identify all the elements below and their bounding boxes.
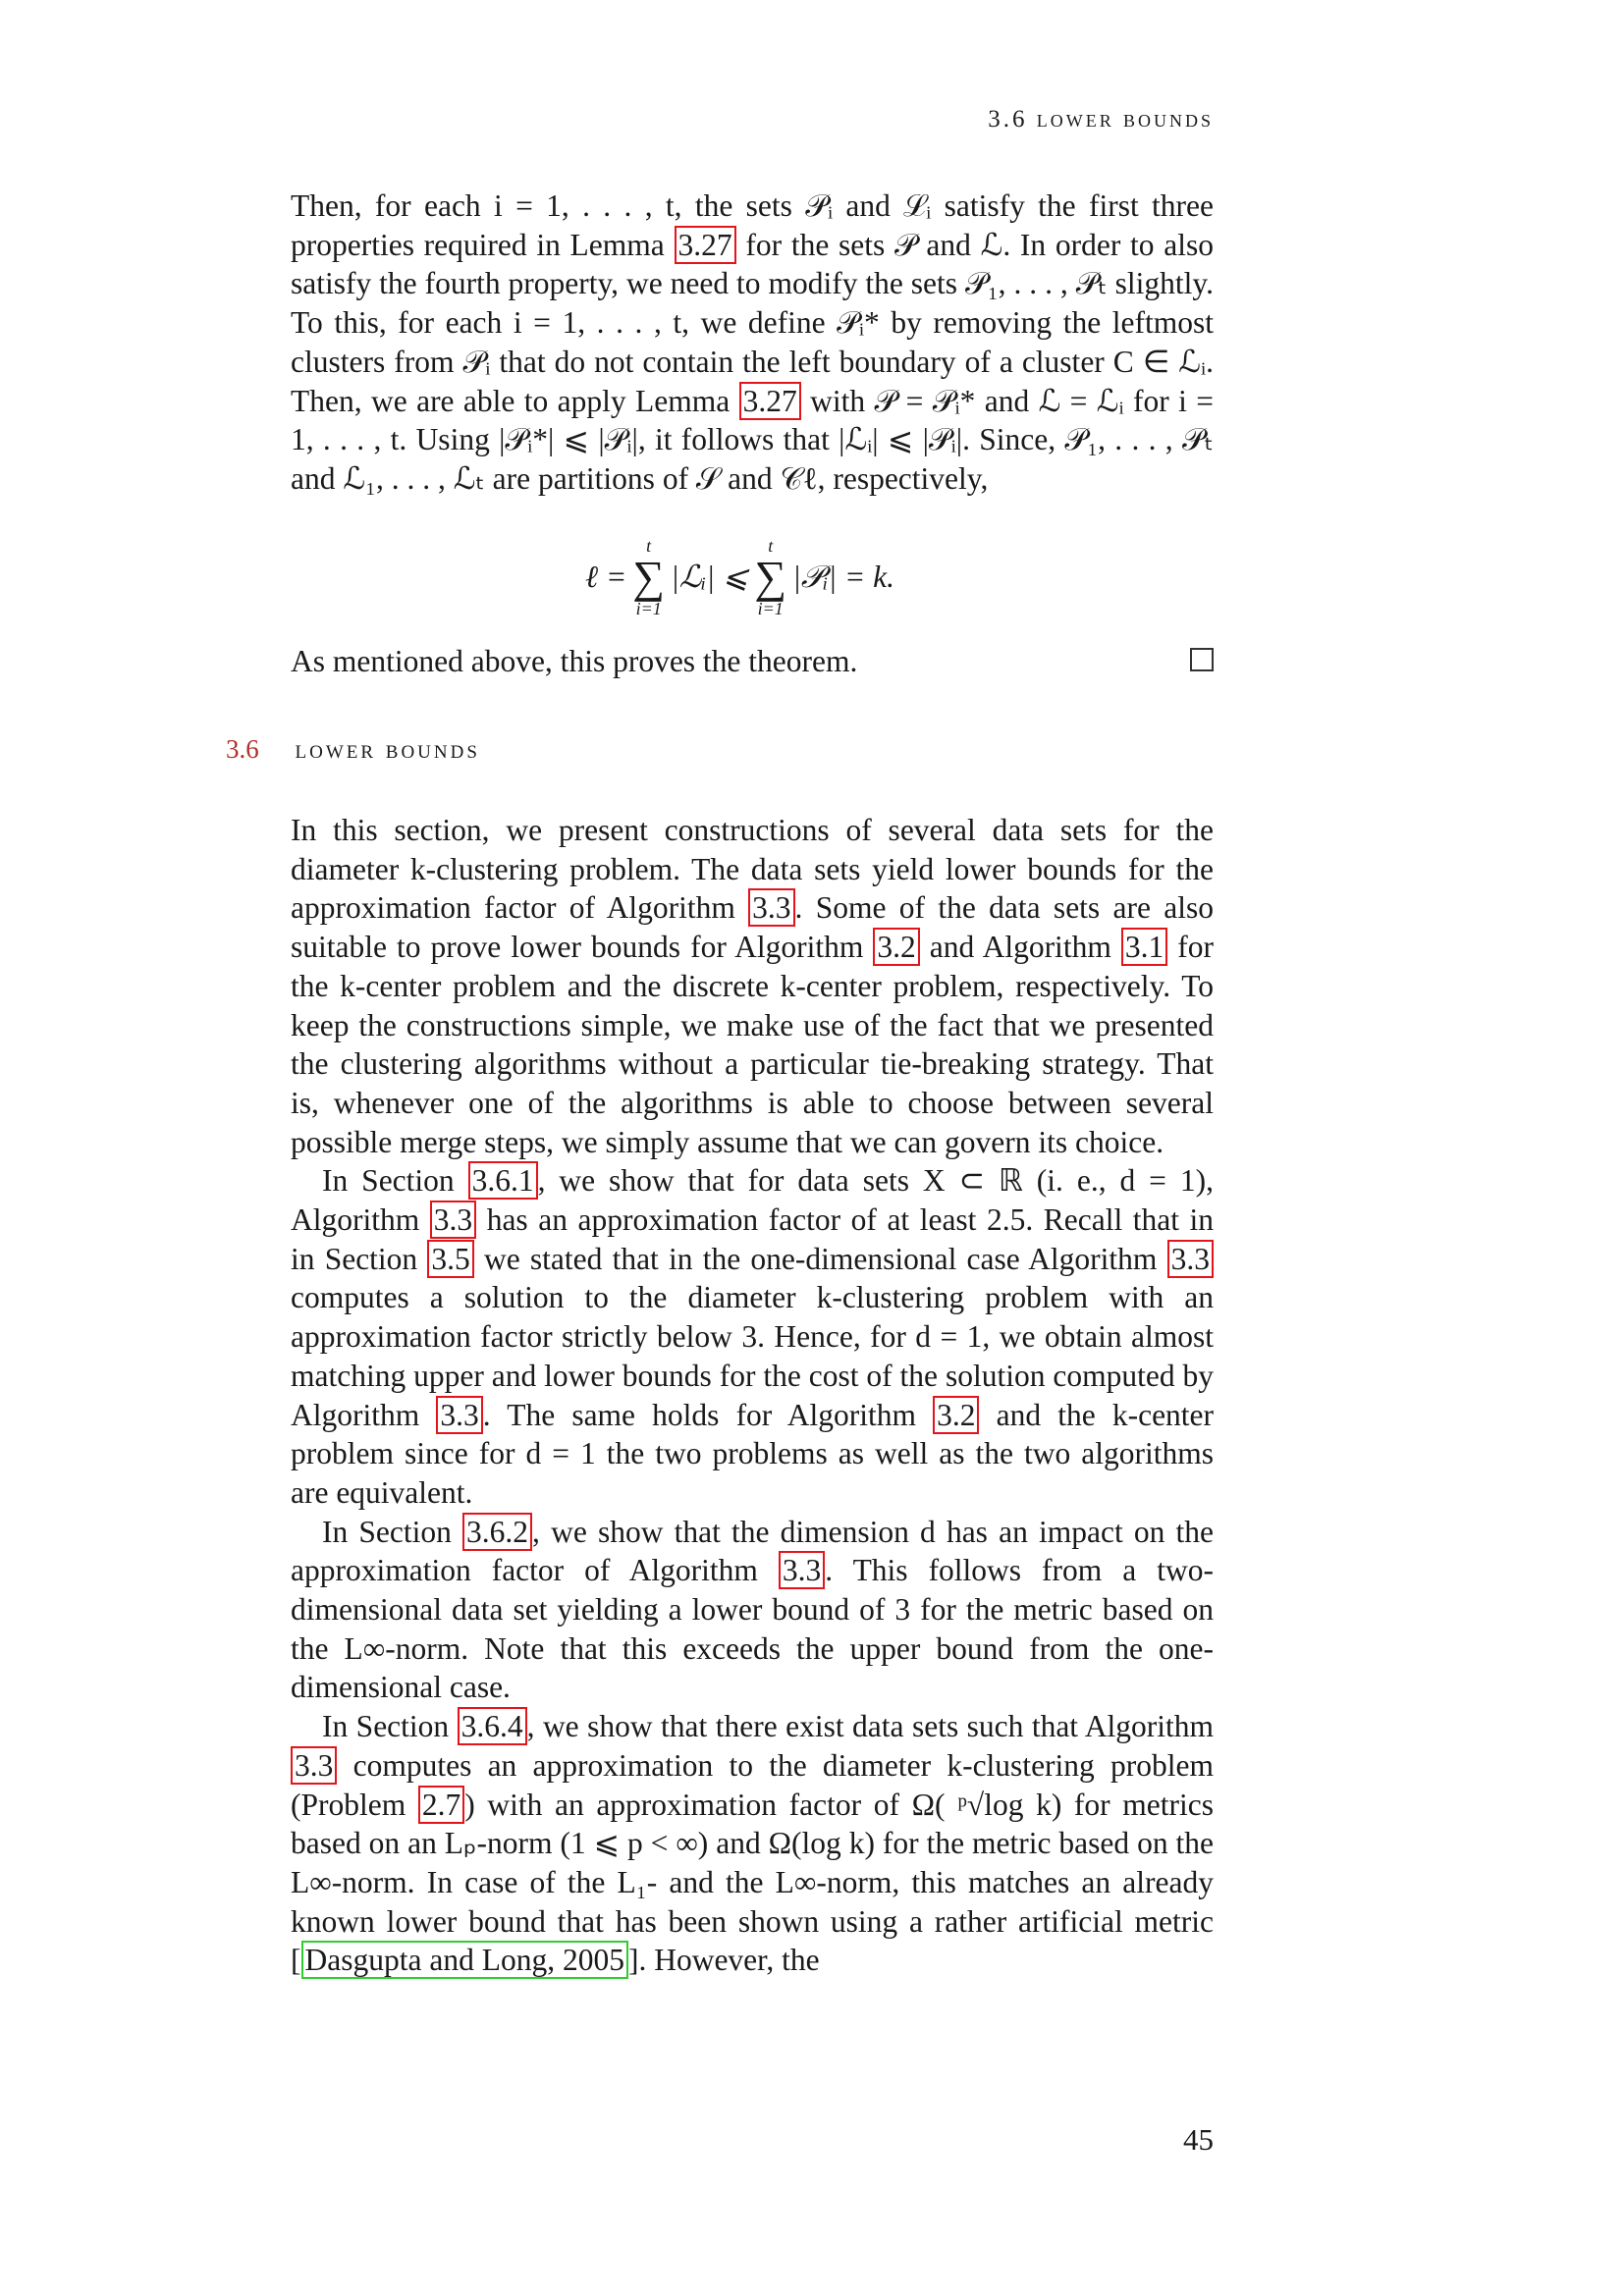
algorithm-3-3-link[interactable]: 3.3 (436, 1396, 482, 1434)
text: and the k-center problem since for d = 1 the two problems as well as the two algorithms are equivalent. (291, 1397, 1215, 1510)
section-3-6-4-link[interactable]: 3.6.4 (458, 1707, 527, 1745)
text: we stated that in the one-dimensional case Algorithm (483, 1241, 1158, 1276)
paragraph-proof-continuation (291, 187, 1214, 499)
sum-upper-limit: t (768, 536, 774, 556)
lemma-3-27-link[interactable]: 3.27 (739, 382, 801, 420)
algorithm-3-2-link[interactable]: 3.2 (873, 928, 919, 966)
algorithm-3-3-link[interactable]: 3.3 (1167, 1240, 1214, 1278)
text: Then, for each i = 1, . . . , t, the sets 𝒫ᵢ and ℒᵢ satisfy the first three properties required in Lemma (291, 188, 1214, 262)
text: . Some of the data sets are also suitable to prove lower bounds for Algorithm (291, 890, 1215, 965)
citation-dasgupta-long-link[interactable]: Dasgupta and Long, 2005 (301, 1941, 628, 1979)
text: , we show that the dimension d has an impact on the approximation factor of Algorithm (291, 1514, 1214, 1588)
algorithm-3-3-link[interactable]: 3.3 (291, 1746, 337, 1785)
paragraph-section-3-6-2 (291, 1513, 1214, 1708)
text: . The same holds for Algorithm (482, 1397, 916, 1432)
algorithm-3-3-link[interactable]: 3.3 (779, 1551, 825, 1589)
running-head: 3.6 lower bounds (988, 106, 1214, 133)
sum-lower-limit: i=1 (635, 599, 662, 618)
algorithm-3-3-link[interactable]: 3.3 (748, 888, 794, 927)
summation-2 (754, 537, 786, 617)
text: for the k-center problem and the discrete k-center problem, respectively. To keep the constructions simple, we make use of the fact that we presented the clustering algorithms without a particular tie-breaking strategy. That is, whenever one of the algorithms is able to choose between several possible merge steps, we simply assume that we can govern its choice. (291, 930, 1214, 1159)
proof-end-text: As mentioned above, this proves the theorem. (291, 644, 858, 678)
sigma-symbol: ∑ (754, 552, 787, 602)
text: computes an approximation to the diameter k-clustering problem (Problem (291, 1747, 1214, 1822)
page-number: 45 (1183, 2122, 1214, 2157)
equation-term-1: |ℒᵢ| ⩽ (671, 560, 749, 594)
section-number: 3.6 (226, 734, 259, 764)
paragraph-intro (291, 811, 1214, 1161)
sum-upper-limit: t (646, 536, 652, 556)
display-equation (291, 530, 1214, 624)
paragraph-section-3-6-1 (291, 1161, 1214, 1512)
algorithm-3-2-link[interactable]: 3.2 (933, 1396, 979, 1434)
section-3-6-2-link[interactable]: 3.6.2 (462, 1513, 532, 1551)
problem-2-7-link[interactable]: 2.7 (418, 1786, 464, 1824)
text: In Section (322, 1514, 452, 1549)
algorithm-3-3-link[interactable]: 3.3 (430, 1201, 476, 1239)
text: has an approximation factor of at least 2.5. Recall that in in Section (291, 1202, 1215, 1276)
text: , we show that for data sets X ⊂ ℝ (i. e., d = 1), Algorithm (291, 1163, 1214, 1238)
algorithm-3-1-link[interactable]: 3.1 (1121, 928, 1167, 966)
text: , we show that there exist data sets such that Algorithm (526, 1709, 1215, 1744)
text: ) with an approximation factor of Ω( ᵖ√log k) for metrics based on an Lₚ-norm (1 ⩽ p < ∞) and Ω(log k) for the metric based on the L∞-norm. In case of the L₁- and the L∞-norm, this matches an already known lower bound that has been shown using a rather artificial metric [ (291, 1787, 1214, 1978)
text: In Section (322, 1163, 455, 1199)
sum-lower-limit: i=1 (757, 599, 784, 618)
text: with 𝒫 = 𝒫ᵢ* and ℒ = ℒᵢ for i = 1, . . . , t. Using |𝒫ᵢ*| ⩽ |𝒫ᵢ|, it follows that |ℒᵢ| ⩽ |𝒫ᵢ|. Since, 𝒫₁, . . . , 𝒫ₜ and ℒ₁, . . . , ℒₜ are partitions of 𝒮 and 𝒞ℓ, respectively, (291, 383, 1215, 496)
text: ]. However, the (627, 1943, 820, 1978)
equation-term-2: |𝒫ᵢ| = k. (792, 559, 895, 594)
text: In Section (322, 1709, 450, 1744)
section-3-6-1-link[interactable]: 3.6.1 (468, 1161, 538, 1200)
section-3-5-link[interactable]: 3.5 (427, 1240, 473, 1278)
equation-lhs: ℓ = (585, 560, 627, 594)
section-heading (226, 734, 1218, 765)
text: for the sets 𝒫 and ℒ. In order to also satisfy the fourth property, we need to modify the sets 𝒫₁, . . . , 𝒫ₜ slightly. To this, for each i = 1, . . . , t, we define 𝒫ᵢ* by removing the leftmost clusters from 𝒫ᵢ that do not contain the left boundary of a cluster C ∈ ℒᵢ. Then, we are able to apply Lemma (291, 227, 1215, 418)
summation-1 (632, 537, 665, 617)
proof-end-line (291, 644, 1214, 679)
section-title: lower bounds (295, 734, 480, 764)
section-body (291, 811, 1214, 1980)
lemma-3-27-link[interactable]: 3.27 (675, 226, 736, 264)
text: computes a solution to the diameter k-clustering problem with an approximation factor strictly below 3. Hence, for d = 1, we obtain almost matching upper and lower bounds for the cost of the solution computed by Algorithm (291, 1280, 1214, 1432)
sigma-symbol: ∑ (632, 552, 666, 602)
text: and Algorithm (929, 930, 1111, 965)
text: In this section, we present constructions of several data sets for the diameter k-clustering problem. The data sets yield lower bounds for the approximation factor of Algorithm (291, 813, 1214, 926)
qed-square-icon (1190, 648, 1214, 671)
text: . This follows from a two-dimensional data set yielding a lower bound of 3 for the metric based on the L∞-norm. Note that this exceeds the upper bound from the one-dimensional case. (291, 1553, 1214, 1705)
paragraph-section-3-6-4 (291, 1707, 1214, 1980)
